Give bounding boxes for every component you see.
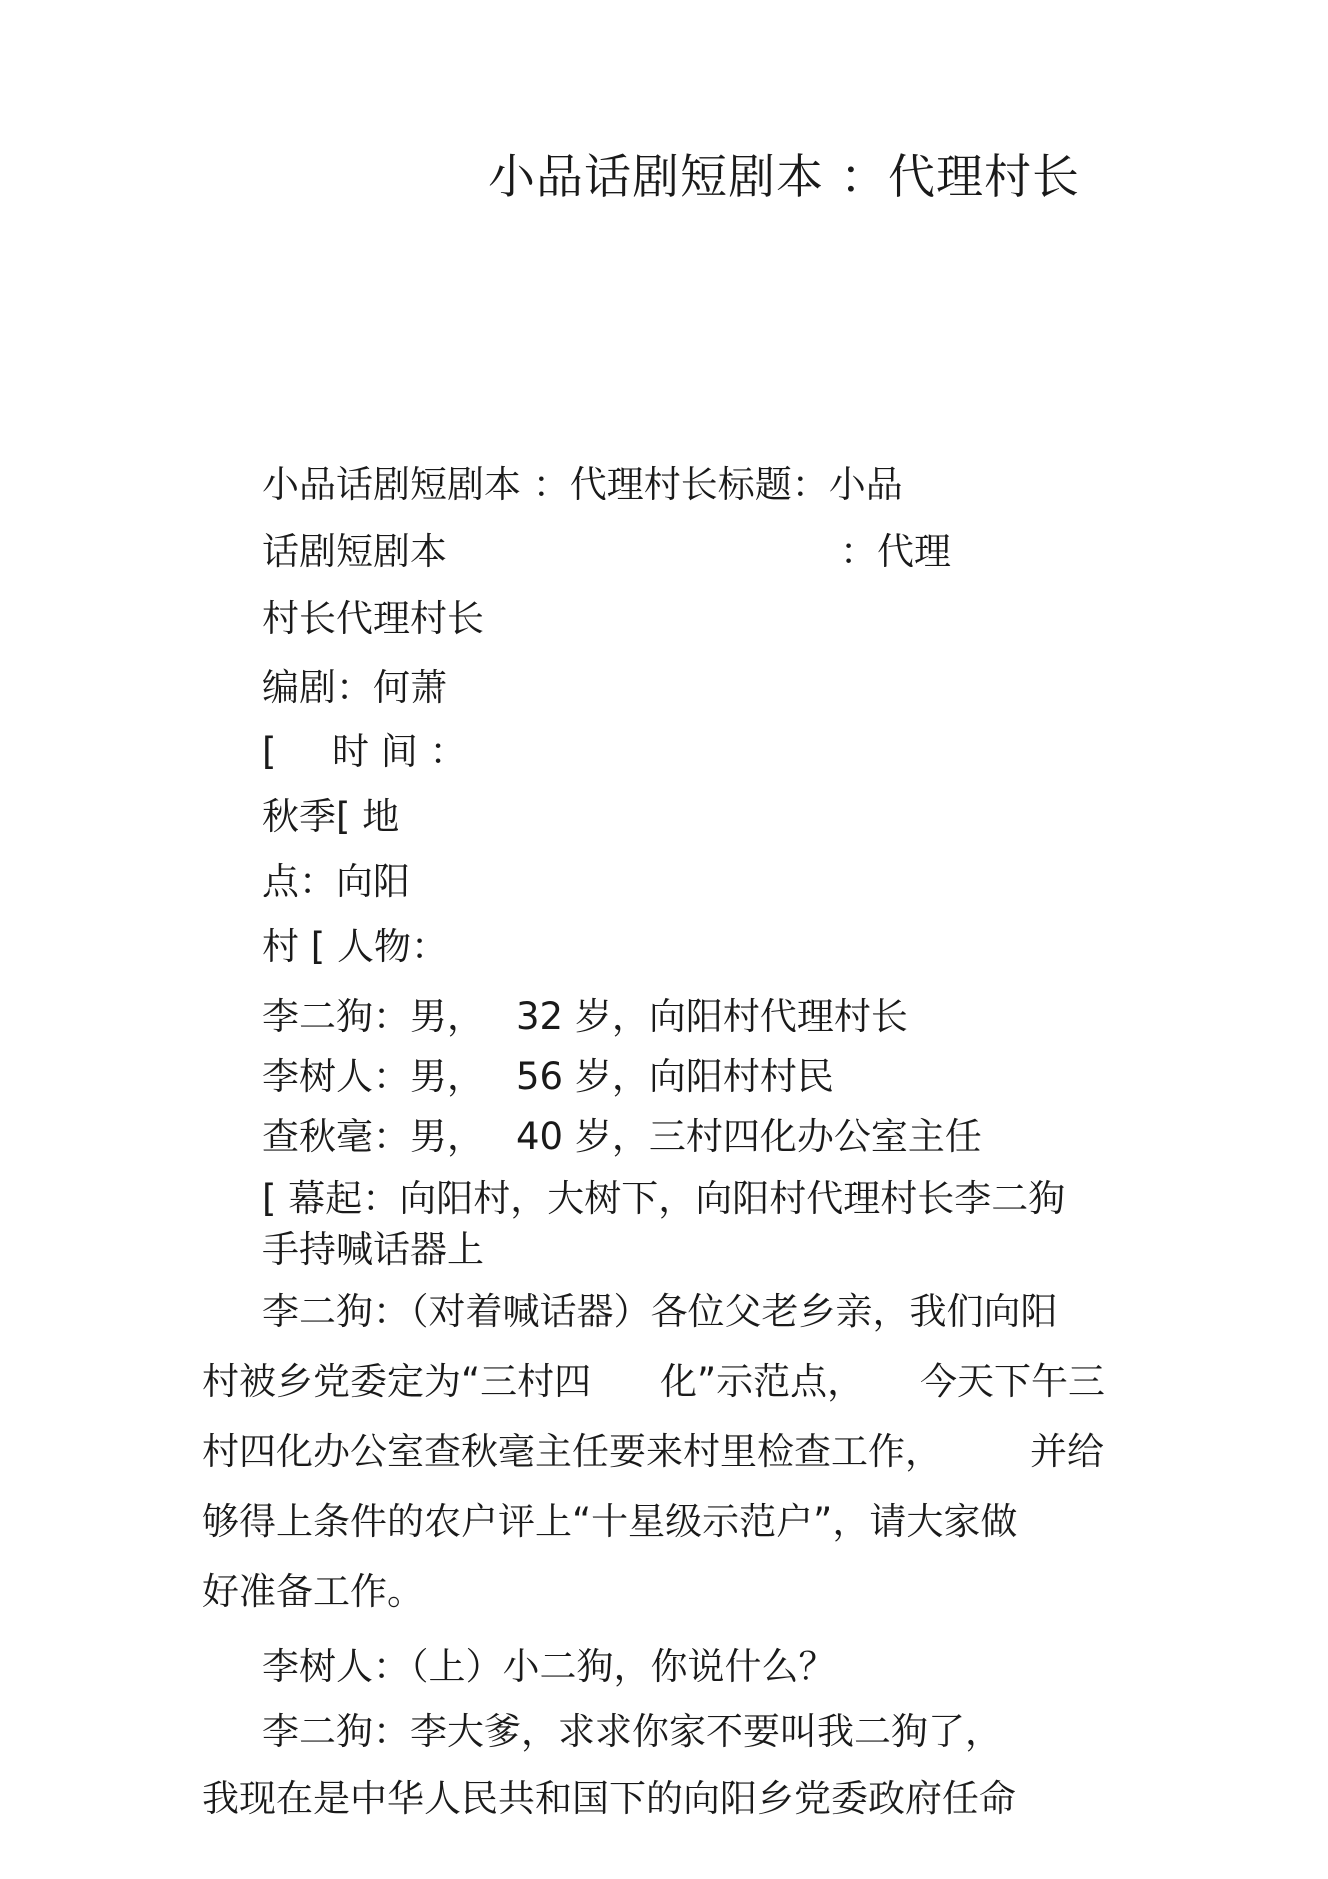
paragraph-line: 李树人：男， [262, 1055, 484, 1098]
paragraph-line: 李二狗：（对着喊话器）各位父老乡亲，我们向阳 [262, 1290, 1058, 1333]
paragraph-line: 并给 [1030, 1430, 1104, 1473]
document-title: 小品话剧短剧本 ：代理村长 [488, 150, 1080, 205]
paragraph-line: 查秋毫：男， [262, 1115, 484, 1158]
paragraph-line: 32 岁，向阳村代理村长 [516, 995, 908, 1038]
paragraph-line: 化”示范点， [660, 1360, 865, 1403]
paragraph-line: 我现在是中华人民共和国下的向阳乡党委政府任命 [202, 1777, 1016, 1820]
paragraph-line: 村 [ 人物： [262, 925, 448, 968]
paragraph-line: 村四化办公室查秋毫主任要来村里检查工作， [202, 1430, 942, 1473]
paragraph-line: 李二狗：男， [262, 995, 484, 1038]
paragraph-line: 56 岁，向阳村村民 [516, 1055, 834, 1098]
paragraph-line: 手持喊话器上 [262, 1228, 484, 1271]
paragraph-line: 今天下午三 [920, 1360, 1105, 1403]
paragraph-line: 时 间 ： [332, 730, 467, 773]
paragraph-line: 够得上条件的农户评上“十星级示范户”，请大家做 [202, 1500, 1018, 1543]
paragraph-line: 40 岁，三村四化办公室主任 [516, 1115, 982, 1158]
paragraph-line: 村被乡党委定为“三村四 [202, 1360, 592, 1403]
paragraph-line: 编剧：何萧 [262, 666, 447, 709]
paragraph-line: 点：向阳 [262, 860, 410, 903]
paragraph-line: 李二狗：李大爹，求求你家不要叫我二狗了， [262, 1710, 1002, 1753]
paragraph-line: [ [262, 730, 277, 773]
paragraph-line: [ 幕起：向阳村，大树下，向阳村代理村长李二狗 [262, 1177, 1066, 1220]
paragraph-line: 好准备工作。 [202, 1570, 424, 1613]
paragraph-line: 村长代理村长 [262, 597, 484, 640]
paragraph-line: 李树人：（上）小二狗，你说什么？ [262, 1645, 836, 1688]
paragraph-line: 小品话剧短剧本 ：代理村长标题：小品 [262, 463, 903, 506]
paragraph-line: 秋季[ 地 [262, 795, 400, 838]
paragraph-line: 话剧短剧本 [262, 530, 447, 573]
paragraph-line: ：代理 [840, 530, 951, 573]
